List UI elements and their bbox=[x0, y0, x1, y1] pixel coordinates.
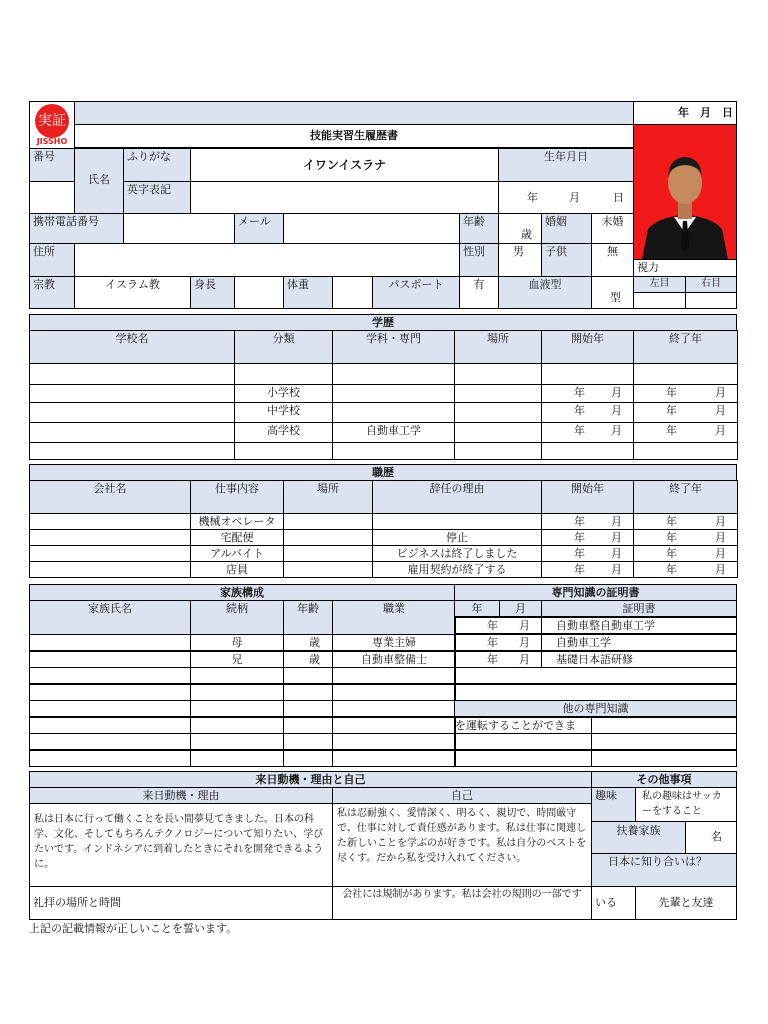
work-place[interactable] bbox=[283, 561, 373, 578]
family-job[interactable] bbox=[332, 717, 456, 734]
worship-label: 礼拝の場所と時間 bbox=[29, 886, 333, 920]
self-text[interactable]: 私は忍耐強く、愛情深く、明るく、親切で、時間厳守で、仕事に対して責任感があります。私は仕事に関連した新しいことを学ぶのが好きです。私は自分のベストを尽くす。だから私を受け入れてください。 bbox=[332, 803, 592, 887]
marital-label: 婚姻 bbox=[541, 213, 592, 244]
vision-left-label: 左目 bbox=[633, 276, 686, 293]
weight-field[interactable] bbox=[332, 276, 373, 309]
mobile-field[interactable] bbox=[123, 213, 235, 244]
education-header-5: 終了年 bbox=[633, 330, 738, 364]
family-name[interactable] bbox=[29, 651, 191, 668]
romaji-label: 英字表記 bbox=[123, 181, 191, 214]
certs-date[interactable]: 年 月 bbox=[454, 617, 542, 634]
passport-value[interactable]: 有 bbox=[459, 276, 499, 309]
work-header-5: 終了年 bbox=[633, 480, 738, 514]
acquaintance-yes[interactable]: いる bbox=[591, 886, 636, 920]
logo-seal: 実証 bbox=[35, 104, 69, 138]
address-field[interactable] bbox=[74, 243, 460, 277]
work-end[interactable]: 年 月 bbox=[633, 561, 738, 578]
email-field[interactable] bbox=[283, 213, 460, 244]
education-header-4: 開始年 bbox=[541, 330, 634, 364]
dob-label: 生年月日 bbox=[498, 148, 634, 182]
passport-label: パスポート bbox=[372, 276, 460, 309]
education-category[interactable] bbox=[234, 442, 333, 460]
education-school[interactable] bbox=[29, 363, 235, 385]
education-category[interactable]: 中学校 bbox=[234, 402, 333, 423]
declaration-text: 上記の記載情報が正しいことを誓います。 bbox=[29, 922, 238, 935]
family-name[interactable] bbox=[29, 700, 191, 717]
height-label: 身長 bbox=[190, 276, 235, 309]
family-age[interactable] bbox=[283, 684, 333, 701]
family-name[interactable] bbox=[29, 750, 191, 767]
other-knowledge-value[interactable]: を運転することができま bbox=[454, 717, 592, 734]
work-start[interactable]: 年 月 bbox=[541, 561, 634, 578]
education-end[interactable]: 年 月 bbox=[633, 422, 738, 443]
work-end[interactable]: 年 月 bbox=[633, 529, 738, 546]
address-label: 住所 bbox=[29, 243, 75, 277]
mobile-label: 携帯電話番号 bbox=[29, 213, 124, 244]
work-end[interactable]: 年 月 bbox=[633, 545, 738, 562]
header-bar bbox=[74, 101, 634, 125]
work-header-3: 辞任の理由 bbox=[372, 480, 542, 514]
certs-item[interactable]: 基礎日本語研修 bbox=[541, 651, 737, 668]
family-relation[interactable]: 兄 bbox=[190, 651, 284, 668]
work-header-2: 場所 bbox=[283, 480, 373, 514]
motive-section-title: 来日動機・理由と自己 bbox=[29, 771, 592, 788]
motive-label: 来日動機・理由 bbox=[29, 787, 333, 804]
education-place[interactable] bbox=[454, 363, 542, 385]
work-reason[interactable] bbox=[372, 513, 542, 530]
blood-type-field[interactable]: 型 bbox=[591, 276, 634, 309]
logo-text: JISSHO bbox=[36, 137, 68, 146]
certs-section-title: 専門知識の証明書 bbox=[454, 584, 737, 601]
family-header-1: 続柄 bbox=[190, 600, 284, 635]
blood-type-label: 血液型 bbox=[498, 276, 592, 309]
number-field[interactable] bbox=[29, 181, 75, 214]
family-name[interactable] bbox=[29, 717, 191, 734]
family-name[interactable] bbox=[29, 634, 191, 651]
education-school[interactable] bbox=[29, 442, 235, 460]
family-age[interactable]: 歳 bbox=[283, 634, 333, 651]
family-name[interactable] bbox=[29, 667, 191, 684]
certs-year-header: 年 bbox=[454, 600, 500, 617]
education-category[interactable]: 高学校 bbox=[234, 422, 333, 443]
education-major[interactable] bbox=[332, 384, 455, 403]
romaji-field[interactable] bbox=[190, 181, 499, 214]
dependents-field[interactable]: 名 bbox=[685, 821, 737, 854]
education-school[interactable] bbox=[29, 402, 235, 423]
marital-value[interactable]: 未婚 bbox=[591, 213, 634, 244]
family-job[interactable]: 専業主婦 bbox=[332, 634, 456, 651]
family-relation[interactable]: 母 bbox=[190, 634, 284, 651]
work-job[interactable]: アルバイト bbox=[190, 545, 284, 562]
education-end[interactable] bbox=[633, 363, 738, 385]
certs-date[interactable]: 年 月 bbox=[454, 651, 542, 668]
work-section-title: 職歴 bbox=[29, 464, 737, 481]
certs-blank[interactable] bbox=[454, 667, 737, 684]
family-job[interactable] bbox=[332, 684, 456, 701]
work-reason[interactable]: ビジネスは終了しました bbox=[372, 545, 542, 562]
page-title: 技能実習生履歴書 bbox=[74, 124, 634, 148]
education-section-title: 学歴 bbox=[29, 314, 737, 331]
education-place[interactable] bbox=[454, 384, 542, 403]
education-start[interactable]: 年 月 bbox=[541, 422, 634, 443]
certs-blank[interactable] bbox=[454, 684, 737, 701]
applicant-photo bbox=[633, 124, 737, 260]
family-relation[interactable] bbox=[190, 717, 284, 734]
education-category[interactable]: 小学校 bbox=[234, 384, 333, 403]
jissho-logo bbox=[29, 101, 75, 149]
work-place[interactable] bbox=[283, 529, 373, 546]
family-header-2: 年齢 bbox=[283, 600, 333, 635]
work-company[interactable] bbox=[29, 513, 191, 530]
family-relation[interactable] bbox=[190, 667, 284, 684]
work-place[interactable] bbox=[283, 545, 373, 562]
education-major[interactable]: 自動車工学 bbox=[332, 422, 455, 443]
family-relation[interactable] bbox=[190, 684, 284, 701]
education-start[interactable] bbox=[541, 363, 634, 385]
education-school[interactable] bbox=[29, 422, 235, 443]
work-header-1: 仕事内容 bbox=[190, 480, 284, 514]
worship-text[interactable]: 会社には規制があります。私は会社の規則の一部です bbox=[332, 886, 592, 920]
certs-item[interactable]: 自動車整自動車工学 bbox=[541, 617, 737, 634]
work-job[interactable]: 店員 bbox=[190, 561, 284, 578]
education-major[interactable] bbox=[332, 442, 455, 460]
education-major[interactable] bbox=[332, 402, 455, 423]
education-header-1: 分類 bbox=[234, 330, 333, 364]
work-job[interactable]: 宅配便 bbox=[190, 529, 284, 546]
number-label: 番号 bbox=[29, 148, 75, 182]
motive-text[interactable]: 私は日本に行って働くことを長い間夢見てきました。日本の科学、文化、そしてもちろんテクノロジーについて知りたい、学びたいです。インドネシアに到着したときにそれを開発できるように。 bbox=[29, 803, 333, 887]
work-company[interactable] bbox=[29, 545, 191, 562]
family-section-title: 家族構成 bbox=[29, 584, 455, 601]
dependents-label: 扶養家族 bbox=[591, 821, 686, 854]
person-photo-icon bbox=[634, 125, 736, 259]
vision-left-field[interactable] bbox=[633, 292, 686, 309]
vision-right-field[interactable] bbox=[685, 292, 737, 309]
certs-cert-header: 証明書 bbox=[541, 600, 737, 617]
work-end[interactable]: 年 月 bbox=[633, 513, 738, 530]
certs-blank[interactable] bbox=[454, 750, 592, 767]
furigana-field[interactable]: イワンイスラナ bbox=[190, 148, 499, 182]
family-job[interactable] bbox=[332, 733, 456, 750]
certs-blank[interactable] bbox=[454, 733, 592, 750]
other-knowledge-label: 他の専門知識 bbox=[454, 700, 737, 717]
education-end[interactable] bbox=[633, 442, 738, 460]
gender-label: 性別 bbox=[459, 243, 499, 277]
education-major[interactable] bbox=[332, 363, 455, 385]
height-field[interactable] bbox=[234, 276, 284, 309]
vision-label: 視力 bbox=[633, 259, 737, 277]
work-place[interactable] bbox=[283, 513, 373, 530]
weight-label: 体重 bbox=[283, 276, 333, 309]
work-reason[interactable]: 停止 bbox=[372, 529, 542, 546]
work-header-0: 会社名 bbox=[29, 480, 191, 514]
family-header-0: 家族氏名 bbox=[29, 600, 191, 635]
work-start[interactable]: 年 月 bbox=[541, 529, 634, 546]
self-label: 自己 bbox=[332, 787, 592, 804]
family-age[interactable] bbox=[283, 717, 333, 734]
family-age[interactable]: 歳 bbox=[283, 651, 333, 668]
family-job[interactable] bbox=[332, 667, 456, 684]
family-name[interactable] bbox=[29, 733, 191, 750]
work-header-4: 開始年 bbox=[541, 480, 634, 514]
education-header-3: 場所 bbox=[454, 330, 542, 364]
work-start[interactable]: 年 月 bbox=[541, 545, 634, 562]
other-knowledge-extra[interactable] bbox=[591, 717, 737, 734]
family-age[interactable] bbox=[283, 700, 333, 717]
education-end[interactable]: 年 月 bbox=[633, 402, 738, 423]
education-header-0: 学校名 bbox=[29, 330, 235, 364]
certs-month-header: 月 bbox=[499, 600, 542, 617]
children-label: 子供 bbox=[541, 243, 592, 277]
family-age[interactable] bbox=[283, 733, 333, 750]
work-company[interactable] bbox=[29, 561, 191, 578]
children-value[interactable]: 無 bbox=[591, 243, 634, 277]
certs-item[interactable]: 自動車工学 bbox=[541, 634, 737, 651]
education-place[interactable] bbox=[454, 422, 542, 443]
certs-blank[interactable] bbox=[591, 733, 737, 750]
age-field[interactable]: 歳 bbox=[498, 213, 542, 244]
name-label: 氏名 bbox=[74, 148, 124, 214]
work-start[interactable]: 年 月 bbox=[541, 513, 634, 530]
work-company[interactable] bbox=[29, 529, 191, 546]
hobby-value[interactable]: 私の趣味はサッカーをすること bbox=[635, 787, 737, 822]
education-header-2: 学科・専門 bbox=[332, 330, 455, 364]
education-place[interactable] bbox=[454, 442, 542, 460]
family-relation[interactable] bbox=[190, 700, 284, 717]
education-place[interactable] bbox=[454, 402, 542, 423]
acquaintance-label: 日本に知り合いは？ bbox=[591, 853, 737, 887]
email-label: メール bbox=[234, 213, 284, 244]
family-name[interactable] bbox=[29, 684, 191, 701]
religion-label: 宗教 bbox=[29, 276, 75, 309]
dob-field[interactable]: 年 月 日 bbox=[498, 181, 634, 214]
family-relation[interactable] bbox=[190, 750, 284, 767]
certs-blank[interactable] bbox=[591, 750, 737, 767]
acquaintance-value[interactable]: 先輩と友達 bbox=[635, 886, 737, 920]
family-age[interactable] bbox=[283, 667, 333, 684]
family-job[interactable]: 自動車整備士 bbox=[332, 651, 456, 668]
education-start[interactable] bbox=[541, 442, 634, 460]
family-relation[interactable] bbox=[190, 733, 284, 750]
family-job[interactable] bbox=[332, 750, 456, 767]
education-school[interactable] bbox=[29, 384, 235, 403]
education-start[interactable]: 年 月 bbox=[541, 402, 634, 423]
vision-right-label: 右目 bbox=[685, 276, 737, 293]
family-header-3: 職業 bbox=[332, 600, 456, 635]
hobby-label: 趣味 bbox=[591, 787, 636, 822]
education-start[interactable]: 年 月 bbox=[541, 384, 634, 403]
family-job[interactable] bbox=[332, 700, 456, 717]
education-end[interactable]: 年 月 bbox=[633, 384, 738, 403]
age-label: 年齢 bbox=[459, 213, 499, 244]
date-field[interactable]: 年 月 日 bbox=[633, 101, 737, 125]
work-job[interactable]: 機械オペレータ bbox=[190, 513, 284, 530]
certs-date[interactable]: 年 月 bbox=[454, 634, 542, 651]
gender-value[interactable]: 男 bbox=[498, 243, 542, 277]
education-category[interactable] bbox=[234, 363, 333, 385]
furigana-label: ふりがな bbox=[123, 148, 191, 182]
other-section-title: その他事項 bbox=[591, 771, 737, 788]
family-age[interactable] bbox=[283, 750, 333, 767]
work-reason[interactable]: 雇用契約が終了する bbox=[372, 561, 542, 578]
religion-value[interactable]: イスラム教 bbox=[74, 276, 191, 309]
